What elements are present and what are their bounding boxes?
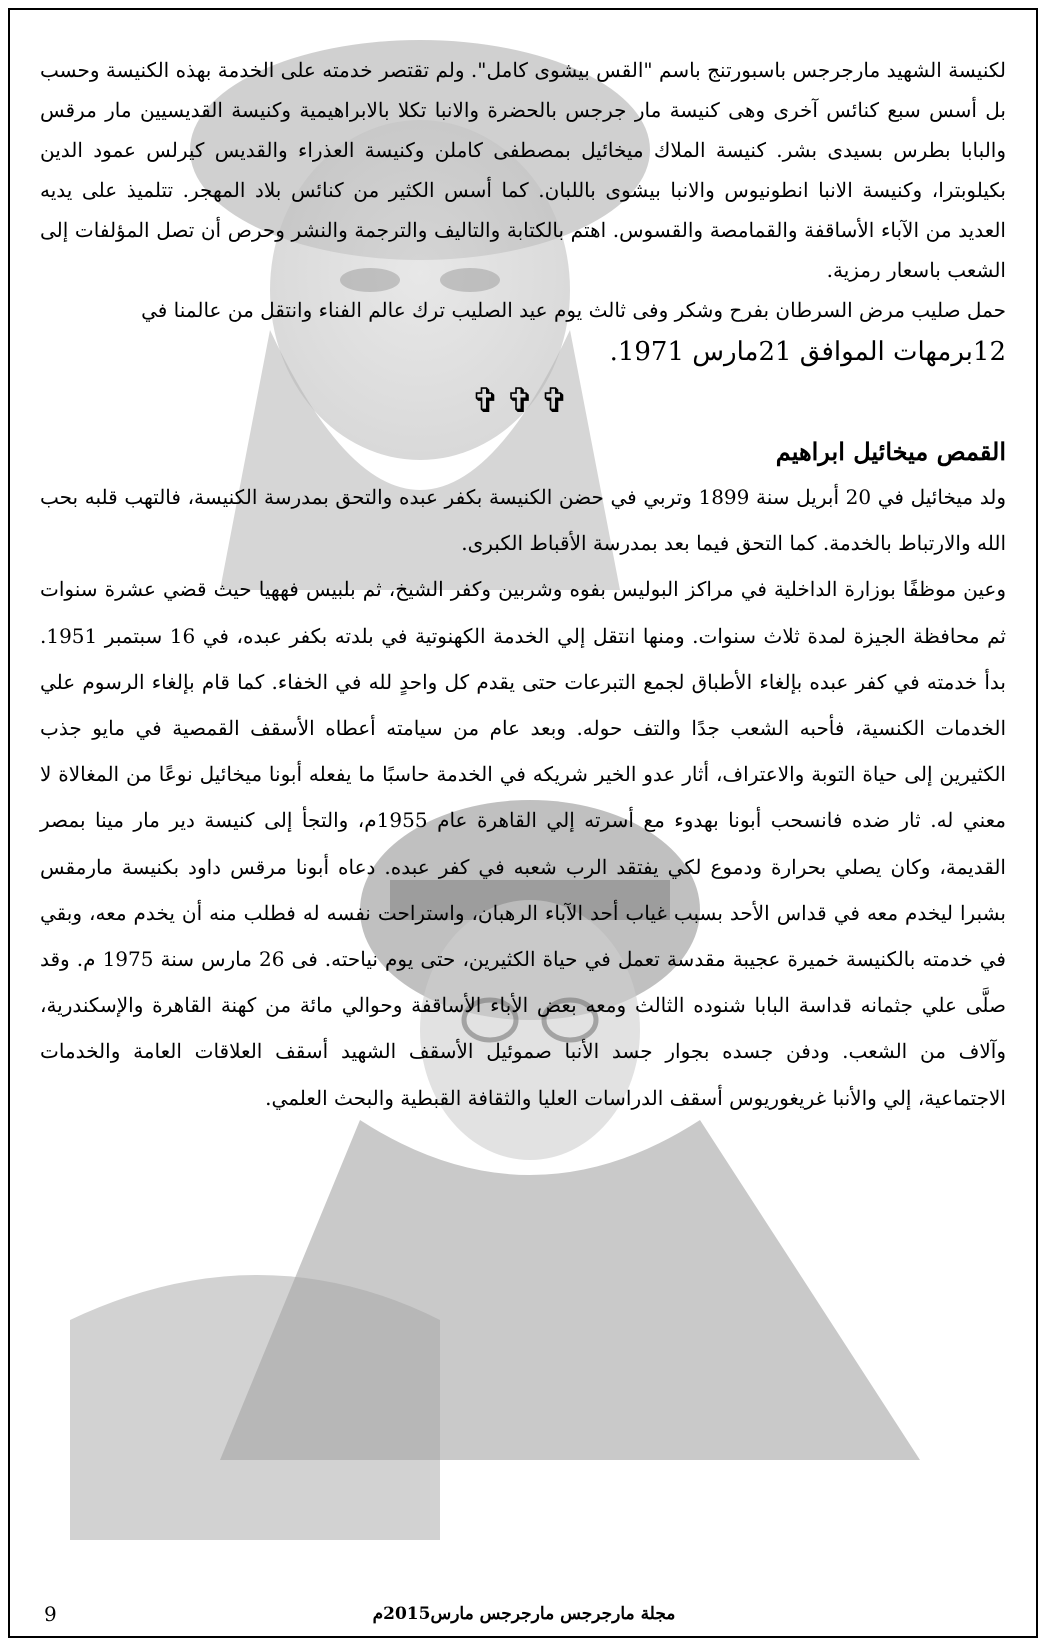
paragraph-birth: ولد ميخائيل في 20 أبريل سنة 1899 وتربي في حضن الكنيسة بكفر عبده والتحق بمدرسة الكنيسة، فالتهب قلبه بحب الله والارتباط بالخدمة. كما التحق فيما بعد بمدرسة الأقباط الكبرى. bbox=[40, 485, 1007, 556]
section-heading: القمص ميخائيل ابراهيم bbox=[775, 437, 1006, 466]
page-footer bbox=[0, 1602, 1048, 1632]
article-body bbox=[40, 50, 1006, 1121]
crosses-divider: ✞✞✞ bbox=[471, 381, 575, 421]
paragraph-service: وعين موظفًا بوزارة الداخلية في مراكز البوليس بفوه وشربين وكفر الشيخ، ثم بلبيس فههيا حيث قضي عشرة سنوات ثم محافظة الجيزة لمدة ثلاث سنوات. ومنها انتقل إلي الخدمة الكهنوتية في بلدته بكفر عبده، في 16 سبتمبر 1951. بدأ خدمته في كفر عبده بإلغاء الأطباق لجمع التبرعات حتى يقدم كل واحدٍ لله في الخفاء. كما قام بإلغاء الرسوم علي الخدمات الكنسية، فأحبه الشعب جدًا والتف حوله. وبعد عام من سيامته أعطاه الأسقف القمصية في مايو جذب الكثيرين إلى حياة التوبة والاعتراف، أثار عدو الخير شريكه في الخدمة حاسبًا ما يفعله أبونا ميخائيل نوعًا من المغالاة لا معني له. ثار ضده فانسحب أبونا بهدوء مع أسرته إلي القاهرة عام 1955م، والتجأ إلى كنيسة دير مار مينا بمصر القديمة، وكان يصلي بحرارة ودموع لكي يفتقد الرب شعبه في كفر عبده. دعاه أبونا مرقس داود بكنيسة مارمقس بشبرا ليخدم معه في قداس الأحد بسبب غياب أحد الآباء الرهبان، واستراحت نفسه له فطلب منه أن يخدم معه، وبقي في خدمته بالكنيسة خميرة عجيبة مقدسة تعمل في حياة الكثيرين، حتى يوم نياحته. فى 26 مارس سنة 1975 م. وقد صلَّى علي جثمانه قداسة البابا شنوده الثالث ومعه بعض الأباء الأساقفة وحوالي مائة من كهنة القاهرة والإسكندرية، وآلاف من الشعب. ودفن جسده بجوار جسد الأنبا صموئيل الأسقف الشهيد أسقف العلاقات العامة والخدمات الاجتماعية، إلي والأنبا غريغوريوس أسقف الدراسات العليا والثقافة القبطية والبحث العلمي. bbox=[40, 577, 1006, 1110]
paragraph-illness: حمل صليب مرض السرطان بفرح وشكر وفى ثالث يوم عيد الصليب ترك عالم الفناء وانتقل من عالمنا في bbox=[141, 298, 1006, 322]
date-line: 12برمهات الموافق 21مارس 1971. bbox=[609, 337, 1006, 367]
page-number: 9 bbox=[44, 1602, 57, 1626]
magazine-title: مجلة مارجرجس مارجرجس مارس2015م bbox=[372, 1604, 676, 1624]
paragraph-churches: لكنيسة الشهيد مارجرجس باسبورتنج باسم "القس بيشوى كامل". ولم تقتصر خدمته على الخدمة بهذه الكنيسة وحسب بل أسس سبع كنائس آخرى وهى كنيسة مار جرجس بالحضرة والانبا تكلا بالابراهيمية وكنيسة القديسيين مار مرقس والبابا بطرس بسيدى بشر. كنيسة الملاك ميخائيل بمصطفى كاملن وكنيسة العذراء والقديس كيرلس عمود الدين بكيلوبترا، وكنيسة الانبا انطونيوس والانبا بيشوى باللبان. كما أسس الكثير من كنائس بلاد المهجر. تتلميذ على يديه العديد من الآباء الأساقفة والقمامصة والقسوس. اهتم بالكتابة والتاليف والترجمة والنشر وحرص أن تصل المؤلفات إلى الشعب باسعار رمزية. bbox=[40, 58, 1006, 282]
